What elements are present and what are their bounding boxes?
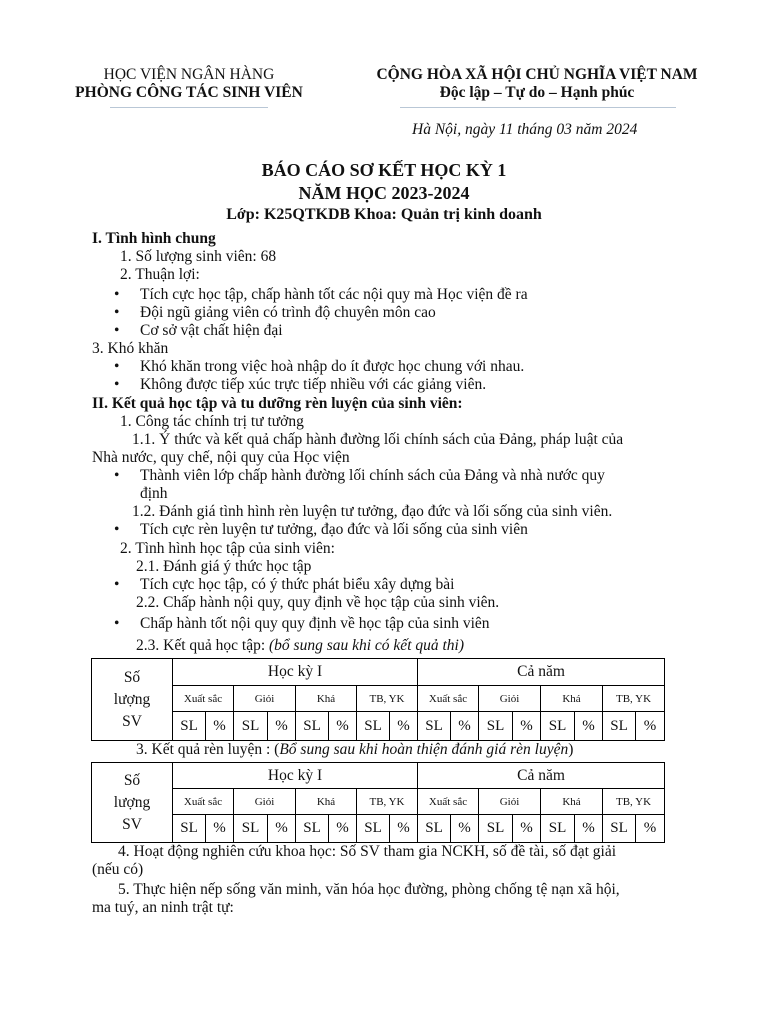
advantage-item: • Đội ngũ giảng viên có trình độ chuyên môn cao [140,304,436,322]
item-1-heading: 1. Công tác chính trị tư tưởng [120,413,304,430]
grade-header: TB, YK [603,686,665,712]
difficulties-heading: 3. Khó khăn [92,340,169,357]
header-underline-left [110,107,268,108]
grade-header: Xuất sắc [418,789,479,815]
header-underline-right [400,107,676,108]
item-4-cont: (nếu có) [92,861,144,878]
item-1-2: 1.2. Đánh giá tình hình rèn luyện tư tưởng, đạo đức và lối sống của sinh viên. [132,503,613,520]
grade-header: Xuất sắc [173,789,234,815]
semester-1-header: Học kỳ I [173,763,418,789]
grade-header: Khá [541,789,603,815]
section-1-heading: I. Tình hình chung [92,230,216,247]
sl-cell: SL [234,712,268,741]
sl-cell: SL [541,815,575,843]
item-3-label: 3. Kết quả rèn luyện : ( [136,741,280,758]
grade-header: Giỏi [479,686,541,712]
report-year: NĂM HỌC 2023-2024 [298,183,470,203]
item-2-heading: 2. Tình hình học tập của sinh viên: [120,540,335,557]
pct-cell: % [636,712,665,741]
sl-cell: SL [173,712,206,741]
item-1-1: 1.1. Ý thức và kết quả chấp hành đường lối chính sách của Đảng, pháp luật của [132,431,624,448]
difficulty-item: • Khó khăn trong việc hoà nhập do ít được học chung với nhau. [140,358,524,376]
study-bullet: • Tích cực học tập, có ý thức phát biểu xây dựng bài [140,576,454,594]
pct-cell: % [268,815,296,843]
pct-cell: % [451,712,479,741]
sl-cell: SL [173,815,206,843]
student-count: 1. Số lượng sinh viên: 68 [120,248,277,265]
pct-cell: % [390,815,418,843]
full-year-header: Cả năm [418,659,665,686]
pct-cell: % [513,712,541,741]
report-title: BÁO CÁO SƠ KẾT HỌC KỲ 1 [261,160,507,180]
item-2-3 [136,637,464,655]
item-3-note: Bổ sung sau khi hoàn thiện đánh giá rèn luyện [279,741,569,758]
sl-cell: SL [479,712,513,741]
pct-cell: % [575,712,603,741]
advantage-item: • Cơ sở vật chất hiện đại [140,322,283,340]
item-2-3-note: (bổ sung sau khi có kết quả thi) [269,637,465,654]
semester-1-header: Học kỳ I [173,659,418,686]
grade-header: Giỏi [234,686,296,712]
pct-cell: % [329,712,357,741]
item-2-1: 2.1. Đánh giá ý thức học tập [136,558,312,575]
item-1-1-cont: Nhà nước, quy chế, nội quy của Học viện [92,449,350,466]
sl-cell: SL [603,815,636,843]
class-faculty: Lớp: K25QTKDB Khoa: Quản trị kinh doanh [226,206,542,223]
sl-cell: SL [418,815,451,843]
grade-header: Xuất sắc [173,686,234,712]
policy-bullet-cont: định [140,485,168,502]
sl-cell: SL [357,712,390,741]
section-2-heading: II. Kết quả học tập và tu dưỡng rèn luyện của sinh viên: [92,395,463,412]
sl-cell: SL [357,815,390,843]
policy-bullet: • Thành viên lớp chấp hành đường lối chính sách của Đảng và nhà nước quy [140,467,605,485]
motto: Độc lập – Tự do – Hạnh phúc [439,84,635,101]
advantage-item: • Tích cực học tập, chấp hành tốt các nội quy mà Học viện đề ra [140,286,528,304]
pct-cell: % [206,712,234,741]
ethics-bullet: • Tích cực rèn luyện tư tưởng, đạo đức và lối sống của sinh viên [140,521,528,539]
item-3-close: ) [568,741,574,758]
grade-header: TB, YK [603,789,665,815]
student-count-header: Số lượng SV [92,659,173,741]
pct-cell: % [513,815,541,843]
difficulty-item: • Không được tiếp xúc trực tiếp nhiều với các giảng viên. [140,376,486,394]
grade-header: Khá [296,789,357,815]
sl-cell: SL [479,815,513,843]
conduct-results-table [91,762,665,843]
nation-title: CỘNG HÒA XÃ HỘI CHỦ NGHĨA VIỆT NAM [376,66,698,83]
grade-header: Giỏi [234,789,296,815]
full-year-header: Cả năm [418,763,665,789]
sl-cell: SL [234,815,268,843]
sl-cell: SL [603,712,636,741]
item-3 [136,741,573,759]
item-2-2: 2.2. Chấp hành nội quy, quy định về học tập của sinh viên. [136,594,500,611]
grade-header: Khá [541,686,603,712]
sl-cell: SL [296,815,329,843]
item-5-cont: ma tuý, an ninh trật tự: [92,899,234,916]
place-date: Hà Nội, ngày 11 tháng 03 năm 2024 [412,121,638,138]
academic-results-table [91,658,665,741]
advantages-heading: 2. Thuận lợi: [120,266,200,283]
item-4: 4. Hoạt động nghiên cứu khoa học: Số SV tham gia NCKH, số đề tài, số đạt giải [118,843,617,860]
pct-cell: % [206,815,234,843]
student-count-header: Số lượng SV [92,763,173,843]
pct-cell: % [268,712,296,741]
grade-header: TB, YK [357,686,418,712]
pct-cell: % [451,815,479,843]
item-5: 5. Thực hiện nếp sống văn minh, văn hóa học đường, phòng chống tệ nạn xã hội, [118,881,620,898]
grade-header: Giỏi [479,789,541,815]
rules-bullet: • Chấp hành tốt nội quy quy định về học tập của sinh viên [140,615,490,633]
item-2-3-label: 2.3. Kết quả học tập: [136,637,270,654]
sl-cell: SL [296,712,329,741]
pct-cell: % [575,815,603,843]
pct-cell: % [329,815,357,843]
org-name: HỌC VIỆN NGÂN HÀNG [103,66,275,83]
sl-cell: SL [418,712,451,741]
pct-cell: % [390,712,418,741]
grade-header: Khá [296,686,357,712]
grade-header: Xuất sắc [418,686,479,712]
sl-cell: SL [541,712,575,741]
grade-header: TB, YK [357,789,418,815]
pct-cell: % [636,815,665,843]
org-department: PHÒNG CÔNG TÁC SINH VIÊN [75,84,303,101]
